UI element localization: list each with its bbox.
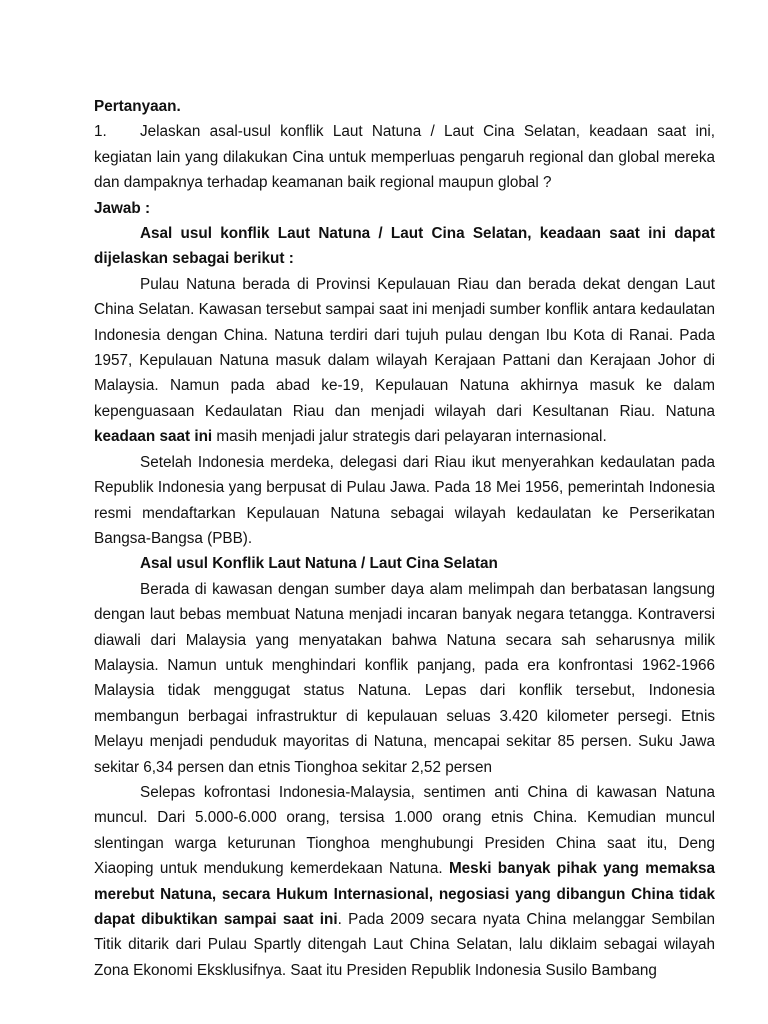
paragraph-3: Berada di kawasan dengan sumber daya alam melimpah dan berbatasan langsung dengan laut bebas membuat Natuna menjadi incaran banyak negara tetangga. Kontraversi diawali dari Malaysia yang menyatakan bahwa Natuna secara sah seharusnya milik Malaysia. Namun untuk menghindari konflik panjang, pada era konfrontasi 1962-1966 Malaysia tidak menggugat status Natuna. Lepas dari konflik tersebut, Indonesia membangun berbagai infrastruktur di kepulauan seluas 3.420 kilometer persegi. Etnis Melayu menjadi penduduk mayoritas di Natuna, mencapai sekitar 85 persen. Suku Jawa sekitar 6,34 persen dan etnis Tionghoa sekitar 2,52 persen bbox=[94, 580, 715, 776]
subheading-2: Asal usul Konflik Laut Natuna / Laut Cina Selatan bbox=[140, 555, 498, 573]
subheading-1: Asal usul konflik Laut Natuna / Laut Cina Selatan, keadaan saat ini dapat dijelaskan sebagai berikut : bbox=[94, 225, 715, 268]
paragraph-2: Setelah Indonesia merdeka, delegasi dari Riau ikut menyerahkan kedaulatan pada Republik Indonesia yang berpusat di Pulau Jawa. Pada 18 Mei 1956, pemerintah Indonesia resmi mendaftarkan Kepulauan Natuna sebagai wilayah kedaulatan ke Perserikatan Bangsa-Bangsa (PBB). bbox=[94, 453, 715, 547]
question-text: Jelaskan asal-usul konflik Laut Natuna / Laut Cina Selatan, keadaan saat ini, kegiatan lain yang dilakukan Cina untuk memperluas pengaruh regional dan global mereka dan dampaknya terhadap keamanan baik regional maupun global ? bbox=[94, 123, 715, 192]
paragraph-1-text-b: masih menjadi jalur strategis dari pelayaran internasional. bbox=[212, 428, 607, 446]
paragraph-1-text-a: Pulau Natuna berada di Provinsi Kepulauan Riau dan berada dekat dengan Laut China Selatan. Kawasan tersebut sampai saat ini menjadi sumber konflik antara kedaulatan Indonesia dengan China. Natuna terdiri dari tujuh pulau dengan Ibu Kota di Ranai. Pada 1957, Kepulauan Natuna masuk dalam wilayah Kerajaan Pattani dan Kerajaan Johor di Malaysia. Namun pada abad ke-19, Kepulauan Natuna akhirnya masuk ke dalam kepenguasaan Kedaulatan Riau dan menjadi wilayah dari Kesultanan Riau. Natuna bbox=[94, 275, 715, 420]
paragraph-1 bbox=[94, 272, 715, 450]
paragraph-4 bbox=[94, 780, 715, 983]
heading: Pertanyaan. bbox=[94, 98, 181, 115]
paragraph-4-text-b: . Pada 2009 secara nyata China melanggar Sembilan Titik ditarik dari Pulau Spartly ditengah Laut China Selatan, lalu diklaim sebagai wilayah Zona Ekonomi Eksklusifnya. Saat itu Presiden Republik Indonesia Susilo Bambang bbox=[94, 911, 716, 979]
question-1 bbox=[94, 119, 715, 195]
paragraph-1-bold: keadaan saat ini bbox=[94, 428, 213, 446]
answer-label: Jawab : bbox=[94, 199, 151, 217]
question-number: 1. bbox=[94, 123, 107, 141]
document-page bbox=[94, 94, 715, 983]
paragraph-4-text-a: Selepas kofrontasi Indonesia-Malaysia, sentimen anti China di kawasan Natuna muncul. Dari 5.000-6.000 orang, tersisa 1.000 orang etnis China. Kemudian muncul slentingan warga keturunan Tionghoa menghubungi Presiden China saat itu, Deng Xiaoping untuk mendukung kemerdekaan Natuna. bbox=[94, 783, 715, 878]
paragraph-4-bold: Meski banyak pihak yang memaksa merebut Natuna, secara Hukum Internasional, negosiasi yang dibangun China tidak dapat dibuktikan sampai saat ini bbox=[94, 860, 715, 928]
